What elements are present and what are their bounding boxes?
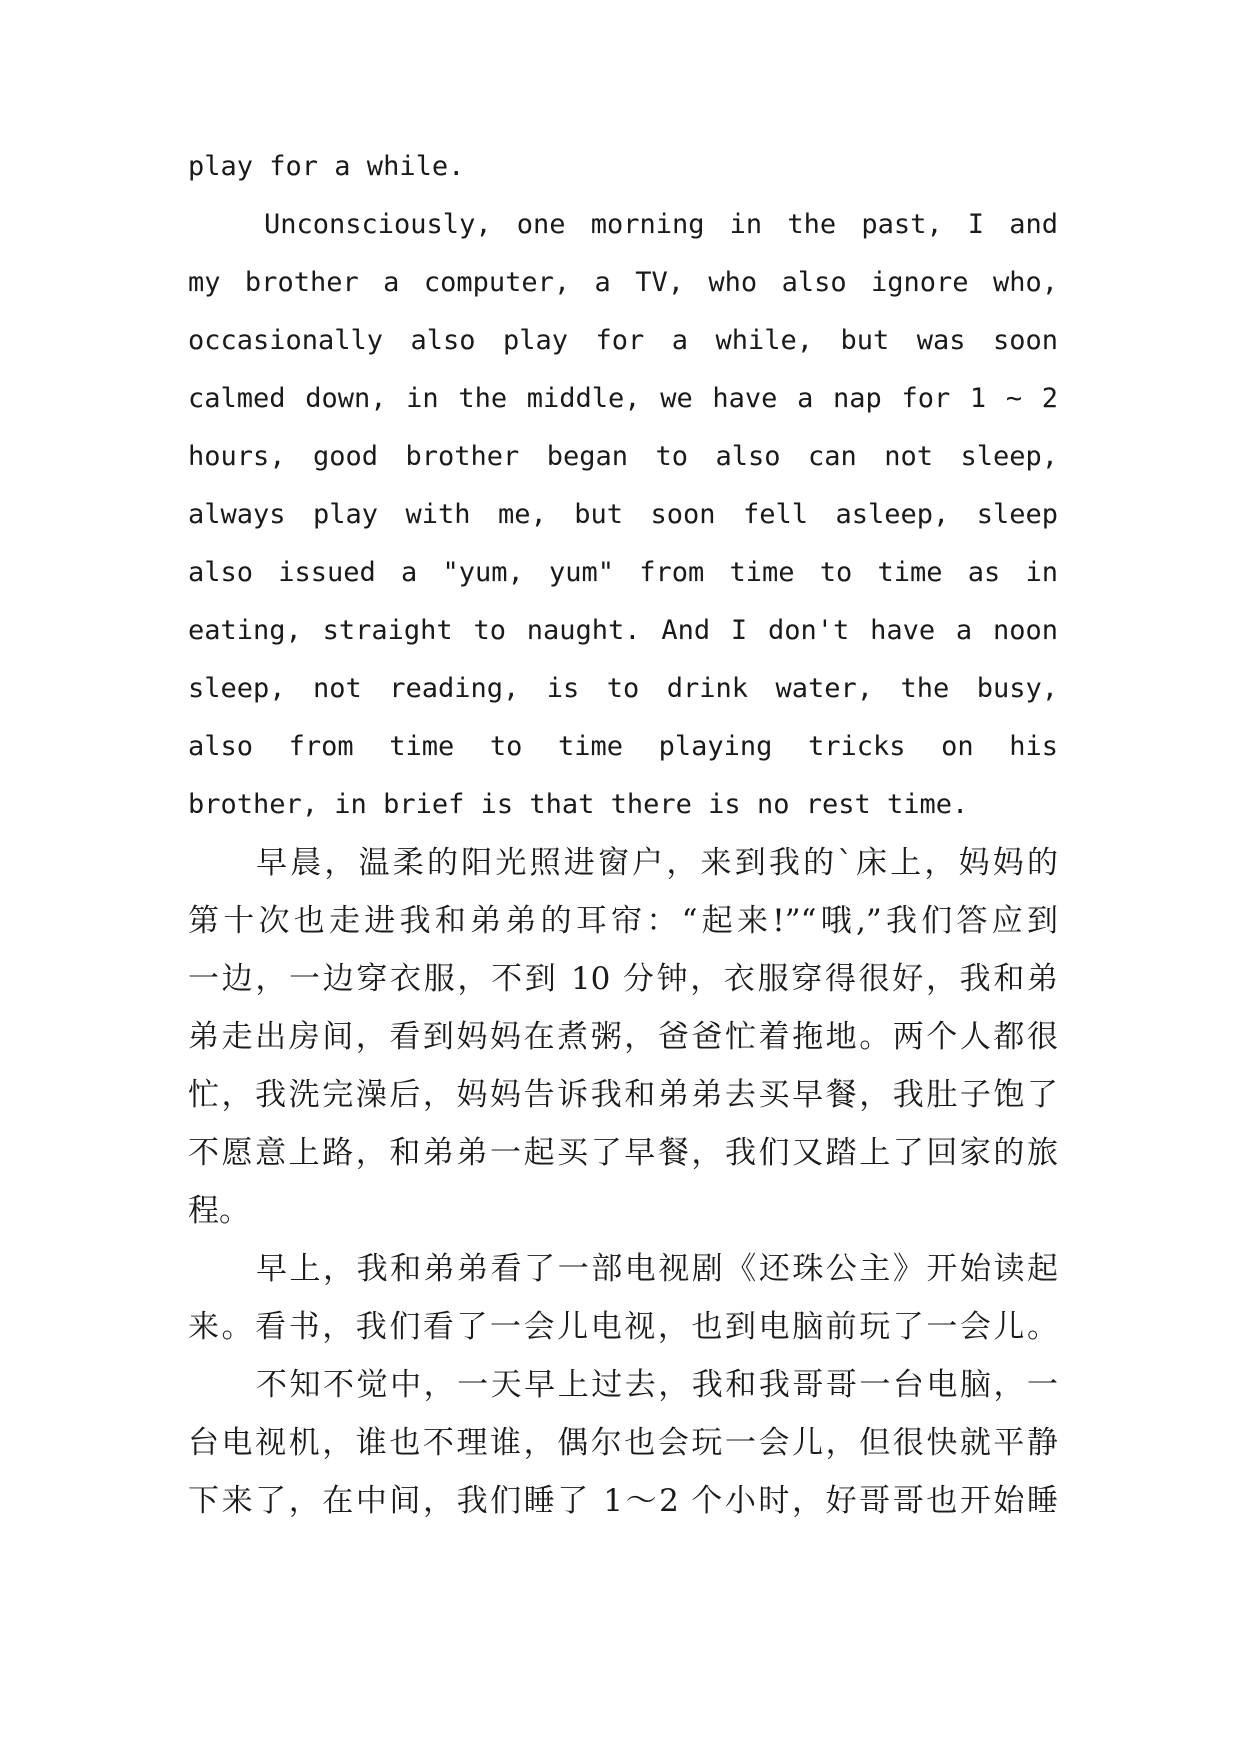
text-line: always play with me, but soon fell asleep, sleep [188, 499, 1058, 530]
text-line: 不愿意上路，和弟弟一起买了早餐，我们又踏上了回家的旅 [188, 1135, 1058, 1171]
text-line: play for a while. [188, 151, 465, 182]
text-line: 早上，我和弟弟看了一部电视剧《还珠公主》开始读起 [256, 1251, 1058, 1287]
text-line: sleep, not reading, is to drink water, the busy, [188, 673, 1058, 704]
text-line: 早晨，温柔的阳光照进窗户，来到我的`床上，妈妈的 [256, 845, 1058, 881]
text-line: calmed down, in the middle, we have a nap for 1 ~ 2 [188, 383, 1058, 414]
chinese-text-block [188, 834, 1058, 1530]
text-line: hours, good brother began to also can not sleep, [188, 441, 1058, 472]
text-line: 第十次也走进我和弟弟的耳帘：“起来!”“哦,”我们答应到 [188, 903, 1058, 939]
text-line: 程。 [188, 1193, 250, 1229]
text-line: 来。看书，我们看了一会儿电视，也到电脑前玩了一会儿。 [188, 1309, 1058, 1345]
text-line: 弟走出房间，看到妈妈在煮粥，爸爸忙着拖地。两个人都很 [188, 1019, 1058, 1055]
text-line: 一边，一边穿衣服，不到 10 分钟，衣服穿得很好，我和弟 [188, 961, 1058, 997]
text-line: occasionally also play for a while, but was soon [188, 325, 1058, 356]
text-line: 忙，我洗完澡后，妈妈告诉我和弟弟去买早餐，我肚子饱了 [188, 1077, 1058, 1113]
text-line: brother, in brief is that there is no rest time. [188, 789, 969, 820]
text-line: 不知不觉中，一天早上过去，我和我哥哥一台电脑，一 [256, 1367, 1058, 1403]
text-line: also from time to time playing tricks on his [188, 731, 1058, 762]
text-line: also issued a "yum, yum" from time to time as in [188, 557, 1058, 588]
text-line: my brother a computer, a TV, who also ignore who, [188, 267, 1058, 298]
english-text-block [188, 138, 1058, 834]
text-line: Unconsciously, one morning in the past, I and [264, 209, 1058, 240]
text-line: eating, straight to naught. And I don't have a noon [188, 615, 1058, 646]
text-line: 台电视机，谁也不理谁，偶尔也会玩一会儿，但很快就平静 [188, 1425, 1058, 1461]
text-line: 下来了，在中间，我们睡了 1～2 个小时，好哥哥也开始睡 [188, 1483, 1058, 1519]
